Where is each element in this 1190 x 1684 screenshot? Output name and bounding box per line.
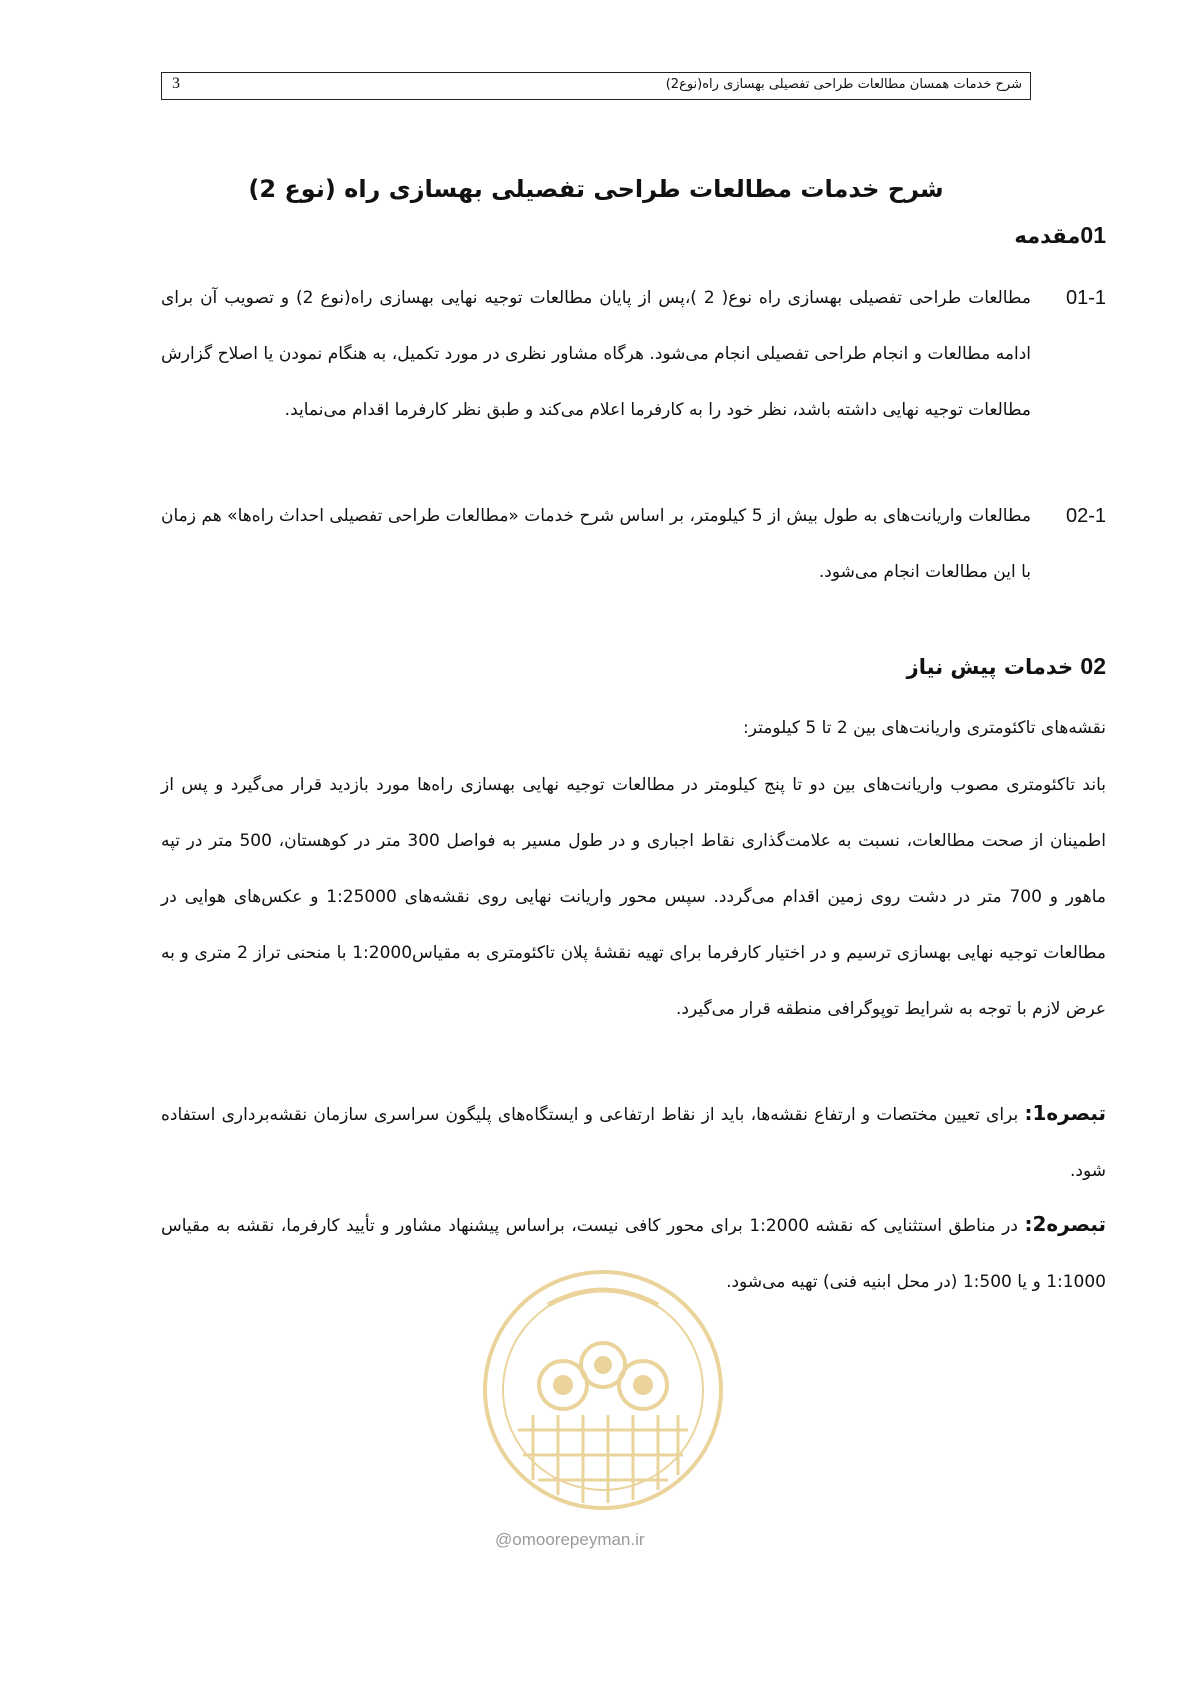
section-1-heading [1014, 222, 1106, 249]
note-2-label: تبصره2: [1024, 1212, 1106, 1236]
document-title: شرح خدمات مطالعات طراحی تفصیلی بهسازی راه (نوع 2) [248, 175, 944, 203]
section-2-title: خدمات پیش نیاز [906, 655, 1074, 679]
section-2-subheading: نقشه‌های تاکئومتری واریانت‌های بین 2 تا 5 کیلومتر: [742, 718, 1106, 738]
note-1-label: تبصره1: [1024, 1101, 1106, 1125]
section-1-number: 01 [1080, 222, 1106, 248]
section-2-heading [907, 653, 1106, 680]
running-header [161, 72, 1031, 100]
watermark-url-text: omoorepeyman.ir [512, 1530, 645, 1549]
watermark-url [495, 1530, 645, 1550]
page-number: 3 [172, 75, 180, 92]
paragraph-02-1 [161, 488, 1106, 600]
section-2-body: باند تاکئومتری مصوب واریانت‌های بین دو تا پنج کیلومتر در مطالعات توجیه نهایی بهسازی راه‌ها مورد بازدید قرار می‌گیرد و پس از اطمینان از صحت مطالعات، نسبت به علامت‌گذاری نقاط اجباری و در طول مسیر به فواصل 300 متر در کوهستان، 500 متر در تپه ماهور و 700 متر در دشت روی زمین اقدام می‌گردد. سپس محور واریانت نهایی روی نقشه‌های 1:25000 و عکس‌های هوایی در مطالعات توجیه نهایی بهسازی ترسیم و در اختیار کارفرما برای تهیه نقشهٔ پلان تاکئومتری به مقیاس1:2000 با منحنی تراز 2 متری و به عرض لازم با توجه به شرایط توپوگرافی منطقه قرار می‌گیرد. [161, 775, 1106, 1019]
note-2-text: در مناطق استثنایی که نقشه 1:2000 برای محور کافی نیست، براساس پیشنهاد مشاور و تأیید کارفرما، نقشه به مقیاس 1:1000 و یا 1:500 (در محل ابنیه فنی) تهیه می‌شود. [161, 1216, 1106, 1292]
paragraph-text: مطالعات طراحی تفصیلی بهسازی راه نوع( 2 )،پس از پایان مطالعات توجیه نهایی بهسازی راه(نوع 2) و تصویب آن برای ادامه مطالعات و انجام طراحی تفصیلی انجام می‌شود. هرگاه مشاور نظری در مورد تکمیل، به هنگام نمودن یا اصلاح گزارش مطالعات توجیه نهایی داشته باشد، نظر خود را به کارفرما اعلام می‌کند و طبق نظر کارفرما اقدام می‌نماید. [161, 288, 1031, 420]
at-icon: @ [495, 1530, 513, 1549]
note-1 [161, 1085, 1106, 1199]
note-1-text: برای تعیین مختصات و ارتفاع نقشه‌ها، باید از نقاط ارتفاعی و ایستگاه‌های پلیگون سراسری سازمان نقشه‌برداری استفاده شود. [161, 1105, 1106, 1181]
paragraph-text: مطالعات واریانت‌های به طول بیش از 5 کیلومتر، بر اساس شرح خدمات «مطالعات طراحی تفصیلی احداث راه‌ها» هم زمان با این مطالعات انجام می‌شود. [161, 506, 1032, 582]
paragraph-number: 02-1 [1065, 505, 1106, 527]
section-1-title: مقدمه [1014, 224, 1081, 248]
paragraph-number: 01-1 [1065, 287, 1106, 309]
watermark-seal-icon [478, 1265, 728, 1515]
running-title: شرح خدمات همسان مطالعات طراحی تفصیلی بهسازی راه(نوع2) [665, 77, 1022, 92]
paragraph-01-1 [161, 270, 1106, 438]
section-2-number: 02 [1080, 653, 1106, 679]
